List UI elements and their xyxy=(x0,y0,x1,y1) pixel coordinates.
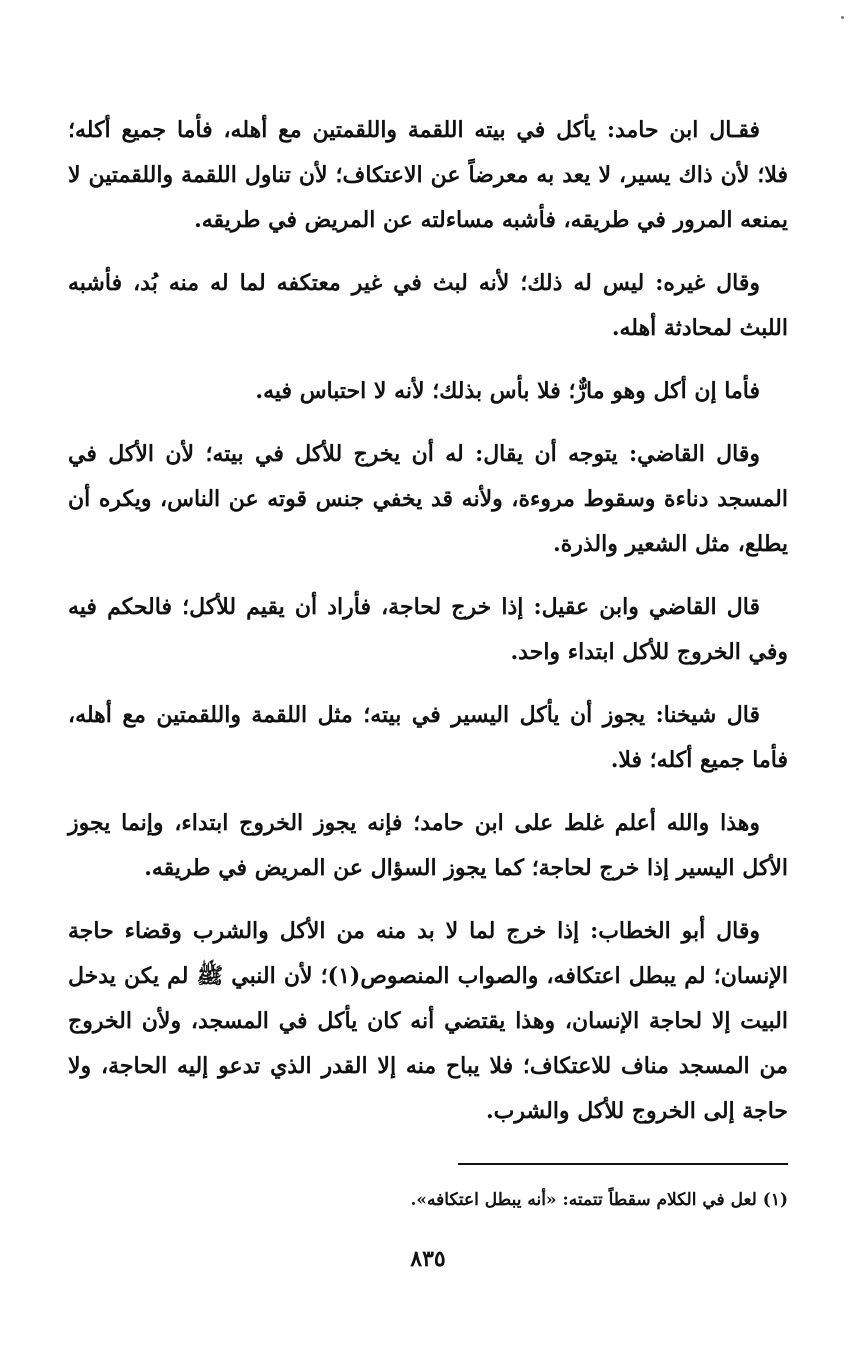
paragraph-5: قال القاضي وابن عقيل: إذا خرج لحاجة، فأراد أن يقيم للأكل؛ فالحكم فيه وفي الخروج للأكل ابتداء واحد. xyxy=(68,594,788,665)
paragraph-1: فقـال ابن حامد: يأكل في بيته اللقمة واللقمتين مع أهله، فأما جميع أكله؛ فلا؛ لأن ذاك يسير، لا يعد به معرضاً عن الاعتكاف؛ لأن تناول اللقمة واللقمتين لا يمنعه المرور في طريقه، فأشبه مساءلته عن المريض في طريقه. xyxy=(68,117,788,233)
page-number: ٨٣٥ xyxy=(410,1246,446,1272)
paragraph-4: وقال القاضي: يتوجه أن يقال: له أن يخرج للأكل في بيته؛ لأن الأكل في المسجد دناءة وسقوط مروءة، ولأنه قد يخفي جنس قوته عن الناس، ويكره أن يطلع، مثل الشعير والذرة. xyxy=(68,441,788,557)
scan-speck xyxy=(841,16,844,19)
main-text xyxy=(68,108,788,1152)
paragraph-8: وقال أبو الخطاب: إذا خرج لما لا بد منه من الأكل والشرب وقضاء حاجة الإنسان؛ لم يبطل اعتكافه، والصواب المنصوص(١)؛ لأن النبي ﷺ لم يكن يدخل البيت إلا لحاجة الإنسان، وهذا يقتضي أنه كان يأكل في المسجد، ولأن الخروج من المسجد مناف للاعتكاف؛ فلا يباح منه إلا القدر الذي تدعو إليه الحاجة، ولا حاجة إلى الخروج للأكل والشرب. xyxy=(68,918,789,1124)
paragraph-2: وقال غيره: ليس له ذلك؛ لأنه لبث في غير معتكفه لما له منه بُد، فأشبه اللبث لمحادثة أهله. xyxy=(68,270,788,341)
footnote: (١) لعل في الكلام سقطاً تتمته: «أنه يبطل اعتكافه». xyxy=(410,1190,788,1210)
paragraph-7: وهذا والله أعلم غلط على ابن حامد؛ فإنه يجوز الخروج ابتداء، وإنما يجوز الأكل اليسير إذا خرج لحاجة؛ كما يجوز السؤال عن المريض في طريقه. xyxy=(68,810,788,881)
footnote-divider xyxy=(458,1163,788,1165)
paragraph-6: قال شيخنا: يجوز أن يأكل اليسير في بيته؛ مثل اللقمة واللقمتين مع أهله، فأما جميع أكله؛ فلا. xyxy=(68,702,788,773)
paragraph-3: فأما إن أكل وهو مارٌّ؛ فلا بأس بذلك؛ لأنه لا احتباس فيه. xyxy=(255,378,760,404)
